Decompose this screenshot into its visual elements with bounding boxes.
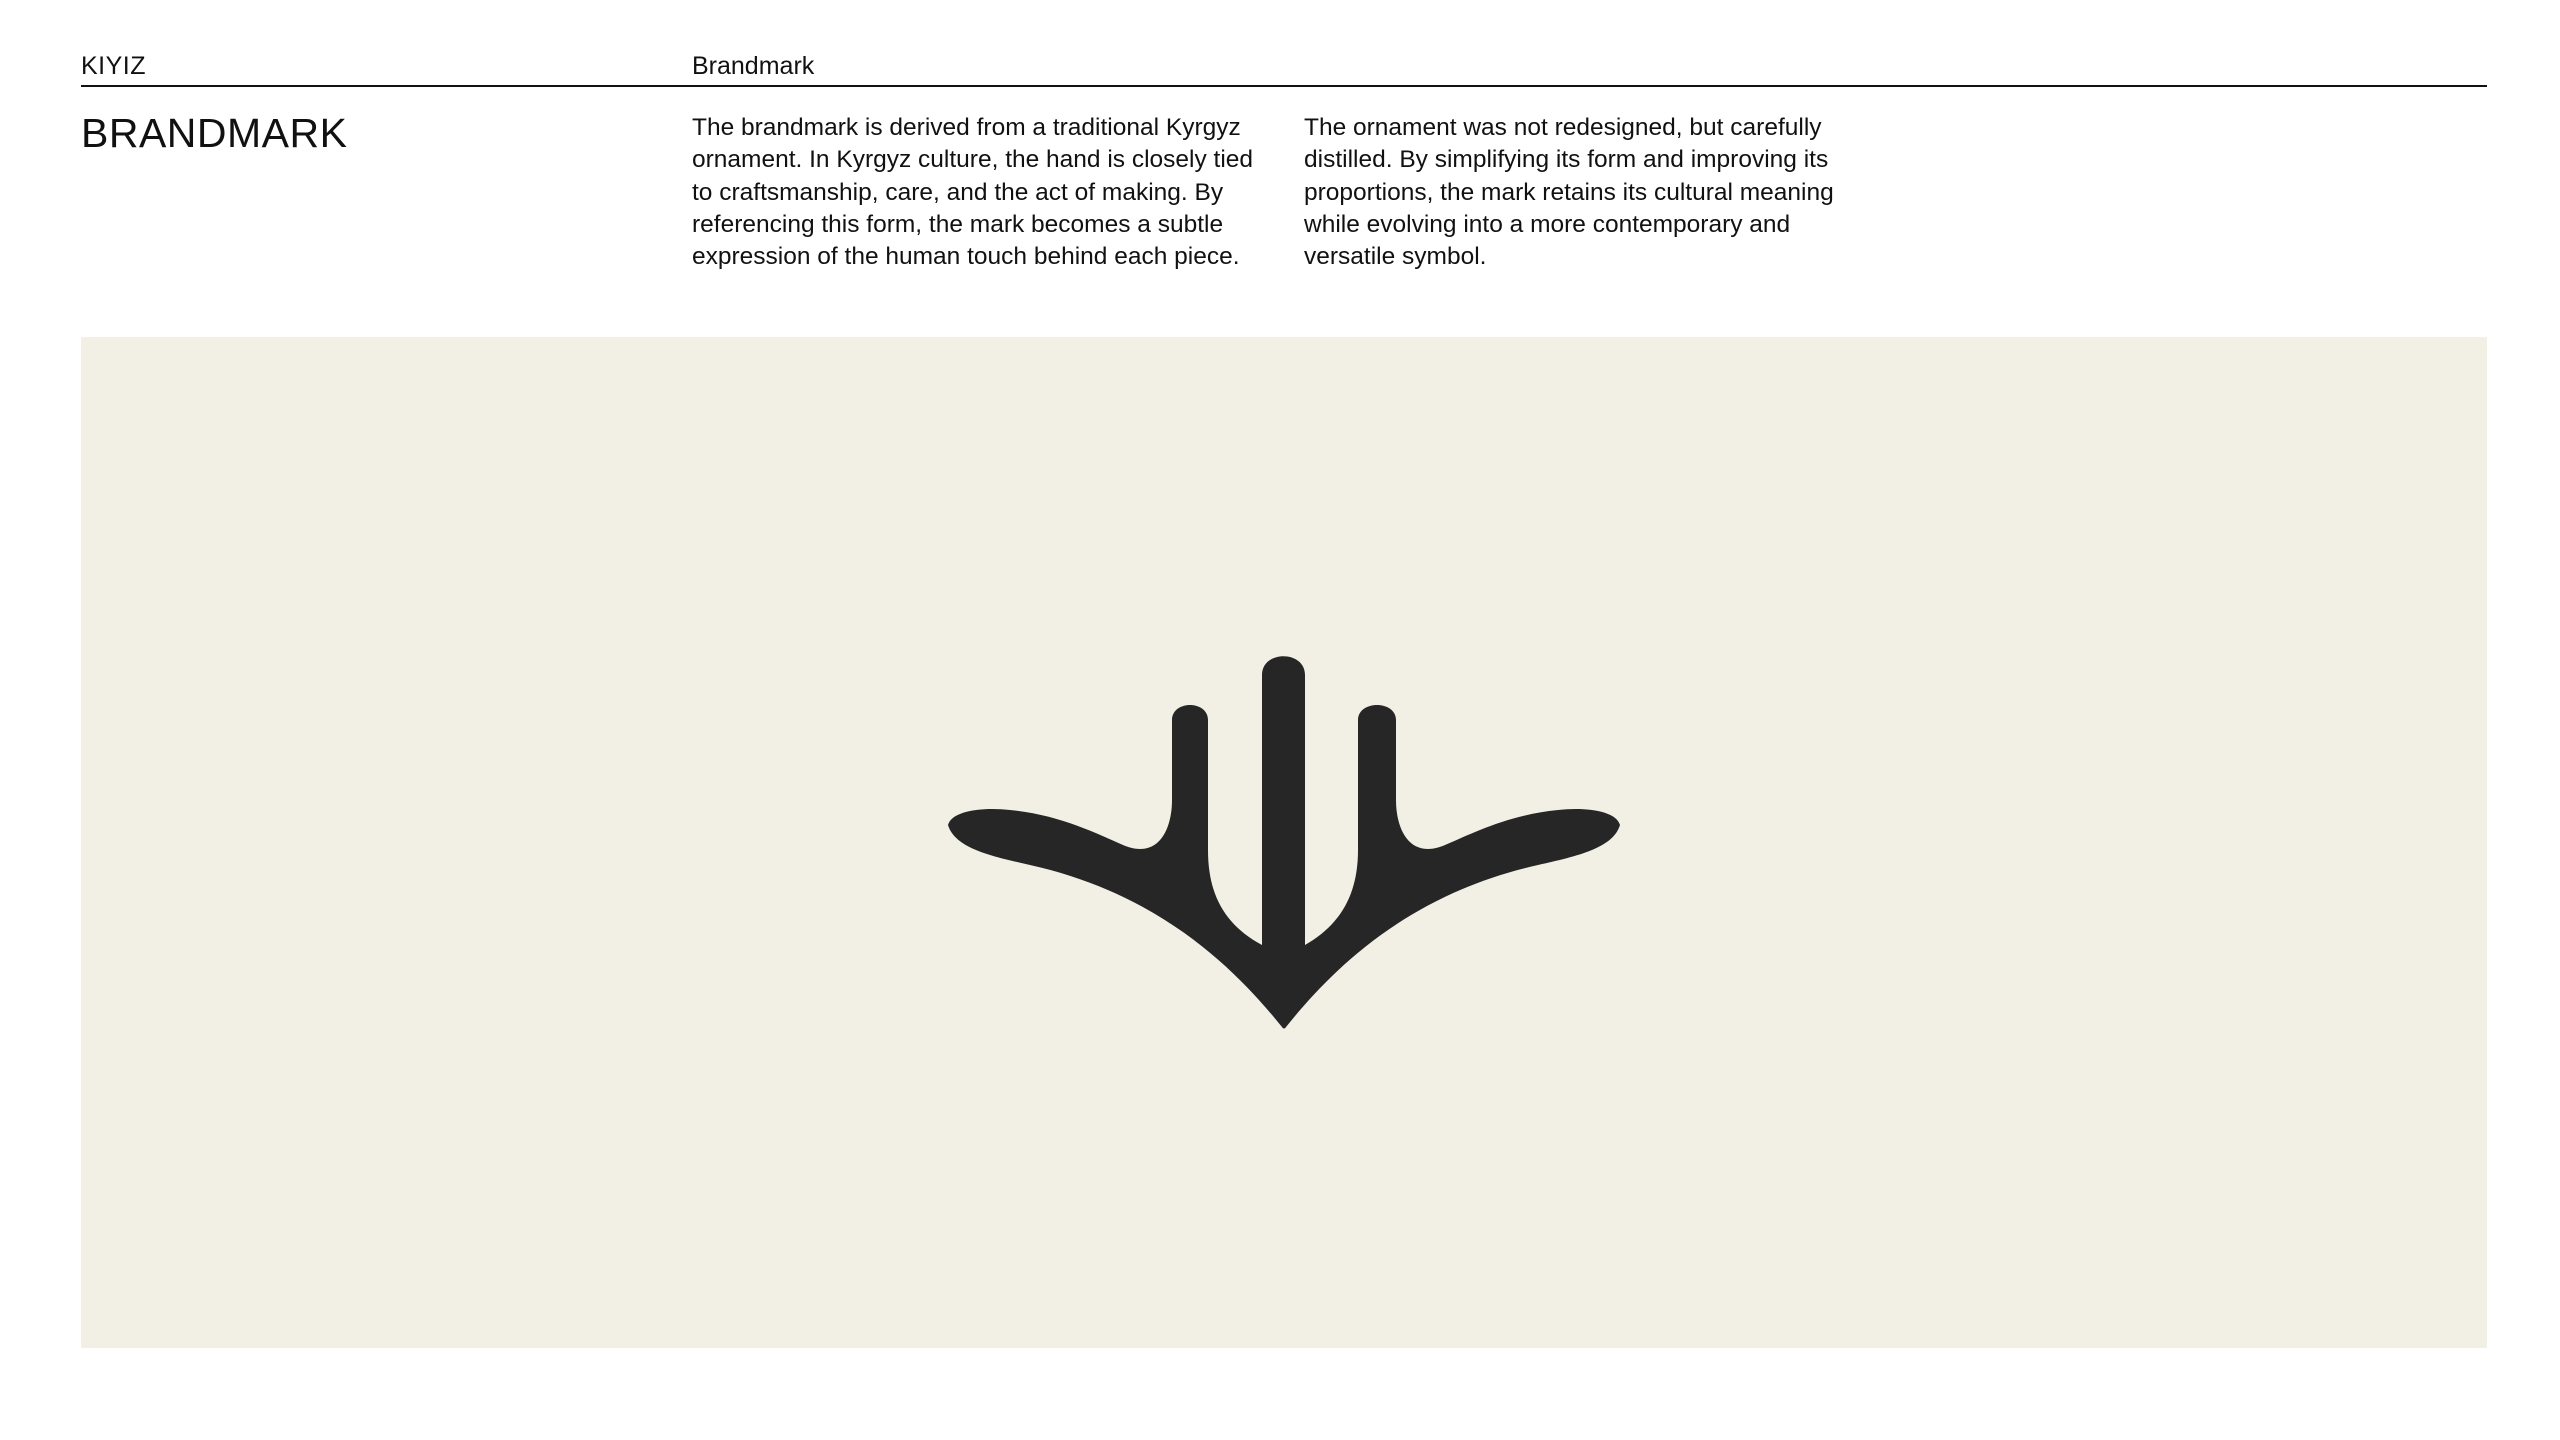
description-paragraph-origin: The brandmark is derived from a traditional Kyrgyz ornament. In Kyrgyz culture, the hand is closely tied to craftsmanship, care, and the act of making. By referencing this form, the mark becomes a subtle expression of the human touch behind each piece. xyxy=(692,114,1254,271)
description-paragraph-refinement: The ornament was not redesigned, but carefully distilled. By simplifying its form and improving its proportions, the mark retains its cultural meaning while evolving into a more contemporary and versatile symbol. xyxy=(1304,114,1834,271)
header-divider xyxy=(81,85,2487,87)
kyrgyz-hand-ornament-icon xyxy=(930,640,1630,1040)
section-label: Brandmark xyxy=(692,52,815,80)
brand-name: KIYIZ xyxy=(81,52,147,80)
page-title: BRANDMARK xyxy=(81,110,348,156)
